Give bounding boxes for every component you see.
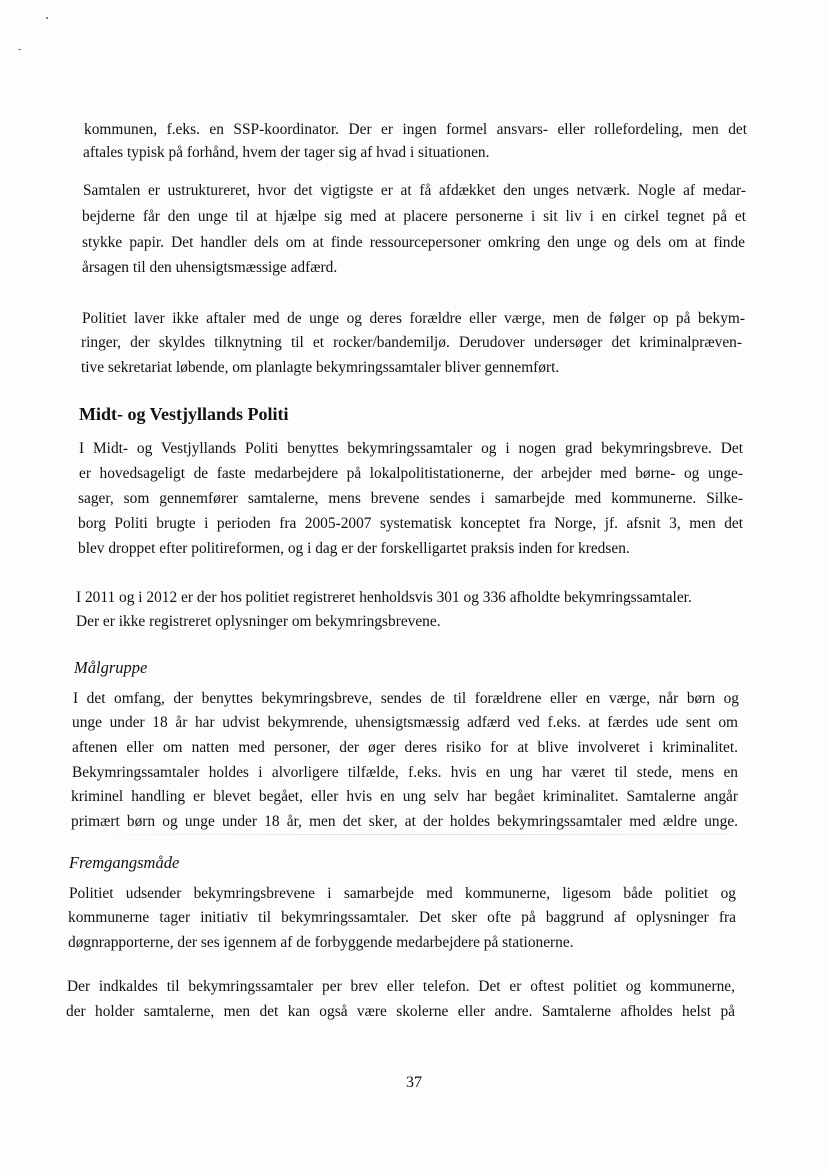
body-text-line: kommunerne tager initiativ til bekymringssamtaler. Det sker ofte på baggrund af oplysninger fra [68,909,736,926]
body-text-line: aftales typisk på forhånd, hvem der tager sig af hvad i situationen. [83,144,490,161]
scan-speck [18,49,21,50]
body-text-line: årsagen til den uhensigtsmæssige adfærd. [82,259,338,276]
body-text-line: borg Politi brugte i perioden fra 2005-2007 systematisk konceptet fra Norge, jf. afsnit 3, men det [78,515,743,532]
subsection-heading: Målgruppe [74,658,148,677]
body-text-line: Politiet udsender bekymringsbrevene i samarbejde med kommunerne, ligesom både politiet og [69,885,736,902]
body-text-line: tive sekretariat løbende, om planlagte bekymringssamtaler bliver gennemført. [81,359,560,376]
body-text-line: stykke papir. Det handler dels om at finde ressourcepersoner omkring den unge og dels om at finde [82,234,745,251]
body-text-line: døgnrapporterne, der ses igennem af de forbyggende medarbejdere på stationerne. [68,934,574,951]
body-text-line: kommunen, f.eks. en SSP-koordinator. Der er ingen formel ansvars- eller rollefordeling, men det [84,121,747,138]
body-text-line: I det omfang, der benyttes bekymringsbreve, sendes de til forældrene eller en værge, når børn og [73,690,739,707]
section-heading: Midt- og Vestjyllands Politi [79,404,289,424]
body-text-line: I Midt- og Vestjyllands Politi benyttes bekymringssamtaler og i nogen grad bekymringsbreve. Det [79,440,743,457]
body-text-line: kriminel handling er blevet begået, eller hvis en ung selv har begået kriminalitet. Samtalerne angår [71,788,738,805]
body-text-line: Der indkaldes til bekymringssamtaler per brev eller telefon. Det er oftest politiet og kommunerne, [67,978,735,995]
body-text-line: Bekymringssamtaler holdes i alvorligere tilfælde, f.eks. hvis en ung har været til stede, mens en [72,764,738,781]
body-text-line: er hovedsageligt de faste medarbejdere på lokalpolitistationerne, der arbejder med børne- og unge- [79,465,743,482]
body-text-line: aftenen eller om natten med personer, der øger deres risiko for at blive involveret i kriminalitet. [72,739,738,756]
scan-speck [46,17,48,19]
body-text-line: bejderne får den unge til at hjælpe sig med at placere personerne i sit liv i en cirkel tegnet på et [82,208,746,225]
subsection-heading: Fremgangsmåde [69,853,180,872]
body-text-line: unge under 18 år har udvist bekymrende, uhensigtsmæssig adfærd ved f.eks. at færdes ude sent om [72,714,738,731]
body-text-line: sager, som gennemfører samtalerne, mens brevene sendes i samarbejde med kommunerne. Silke- [78,490,743,507]
body-text-line: I 2011 og i 2012 er der hos politiet registreret henholdsvis 301 og 336 afholdte bekymringssamtaler. [76,589,692,606]
body-text-line: primært børn og unge under 18 år, men det sker, at der holdes bekymringssamtaler med ældre unge. [71,813,738,830]
page-number: 37 [406,1074,422,1091]
body-text-line: Politiet laver ikke aftaler med de unge og deres forældre eller værge, men de følger op på bekym- [82,310,745,327]
body-text-line: Samtalen er ustruktureret, hvor det vigtigste er at få afdækket den unges netværk. Nogle af medar- [83,182,746,199]
body-text-line: der holder samtalerne, men det kan også være skolerne eller andre. Samtalerne afholdes helst på [66,1003,735,1020]
body-text-line: ringer, der skyldes tilknytning til et rocker/bandemiljø. Derudover undersøger det kriminalpræven- [81,334,742,351]
scan-artifact-line [60,834,730,835]
body-text-line: Der er ikke registreret oplysninger om bekymringsbrevene. [76,613,441,630]
body-text-line: blev droppet efter politireformen, og i dag er der forskelligartet praksis inden for kredsen. [78,540,630,557]
